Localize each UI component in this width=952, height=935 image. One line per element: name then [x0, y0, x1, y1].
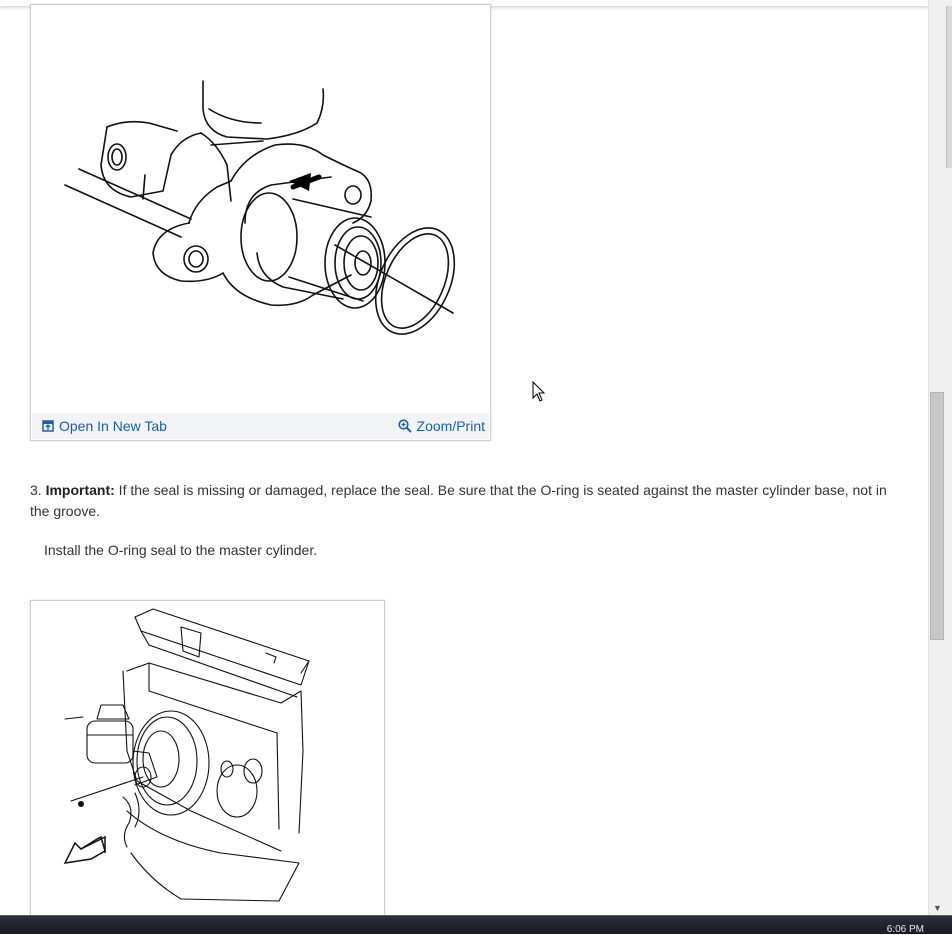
master-cylinder-oring-diagram — [31, 5, 490, 410]
zoom-icon — [398, 419, 412, 433]
engine-compartment-diagram — [31, 601, 384, 919]
os-taskbar — [0, 915, 952, 934]
figure-toolbar — [32, 413, 489, 439]
scrollbar-track-edge — [946, 6, 952, 168]
mouse-cursor-icon — [532, 381, 546, 403]
scrollbar-thumb[interactable] — [930, 392, 944, 640]
open-new-tab-icon — [42, 420, 54, 432]
important-text: If the seal is missing or damaged, replace the seal. Be sure that the O-ring is seated against the master cylinder base, not in the groove. — [30, 482, 887, 519]
scroll-down-arrow-icon[interactable]: ▼ — [933, 903, 942, 913]
important-label: Important: — [45, 482, 115, 498]
step-3-note — [30, 480, 910, 522]
open-in-new-tab-link[interactable] — [42, 418, 167, 434]
taskbar-clock: 6:06 PM — [886, 924, 924, 935]
figure-master-cylinder-oring — [30, 4, 491, 441]
step-3-instruction: Install the O-ring seal to the master cylinder. — [44, 542, 318, 558]
vertical-scrollbar[interactable] — [928, 0, 952, 915]
zoom-print-link[interactable] — [398, 418, 485, 434]
step-number: 3. — [30, 482, 42, 498]
figure-master-cylinder-install — [30, 600, 385, 921]
zoom-print-label: Zoom/Print — [416, 418, 485, 434]
open-in-new-tab-label: Open In New Tab — [59, 418, 167, 434]
